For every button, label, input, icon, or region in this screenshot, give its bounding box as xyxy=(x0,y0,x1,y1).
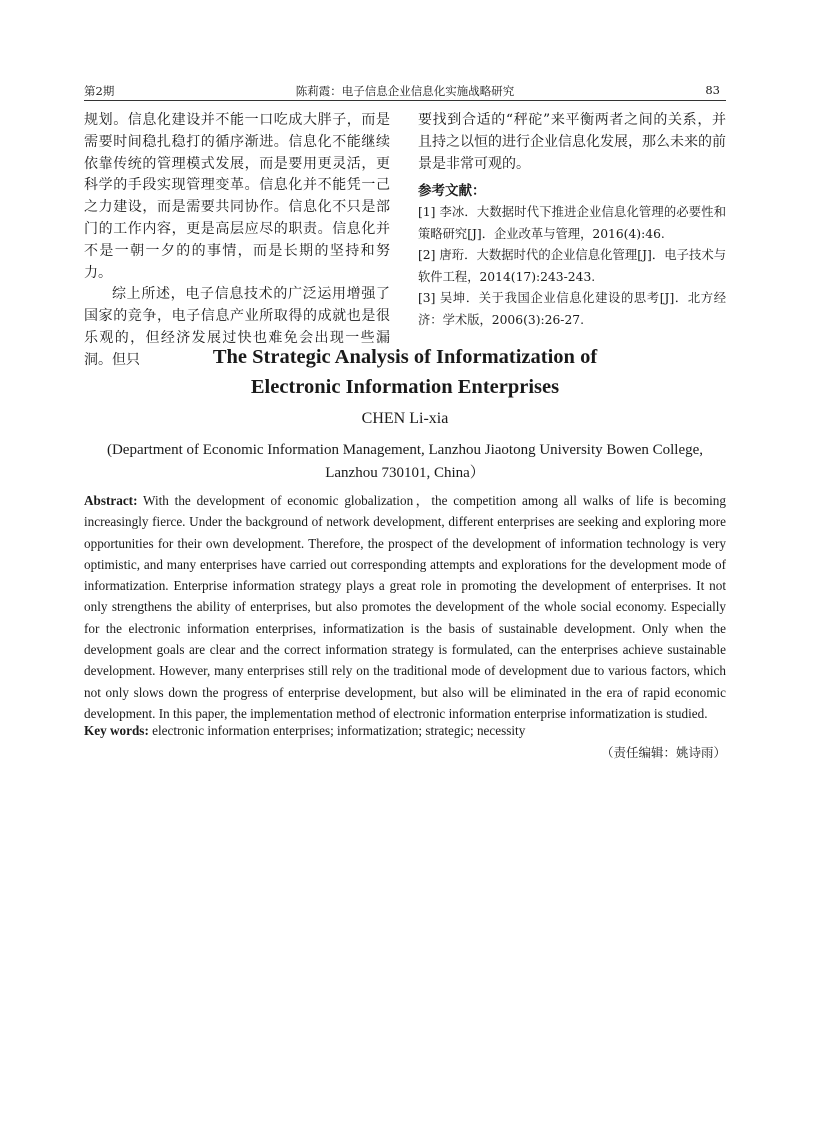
english-title-line: The Strategic Analysis of Informatization of xyxy=(212,346,598,368)
reference-item: [1] 李冰．大数据时代下推进企业信息化管理的必要性和策略研究[J]．企业改革与管理，2016(4):46. xyxy=(418,205,726,241)
abstract-label: Abstract: xyxy=(84,493,138,508)
reference-item: [3] 吴坤．关于我国企业信息化建设的思考[J]．北方经济：学术版，2006(3):26-27. xyxy=(418,291,726,327)
keywords-label: Key words: xyxy=(84,723,149,738)
reference-item: [2] 唐珩．大数据时代的企业信息化管理[J]．电子技术与软件工程，2014(17):243-243. xyxy=(418,248,726,284)
keywords-text: electronic information enterprises; informatization; strategic; necessity xyxy=(152,723,526,738)
abstract-text: With the development of economic globalization，the competition among all walks of life is becoming increasingly fierce. Under the background of network development, different enterprises are seeking and exploring more opportunities for their own development. Therefore, the prospect of the development of information technology is very optimistic, and many enterprises have carried out corresponding attempts and explorations for the development mode of informatization. Enterprise information strategy plays a great role in promoting the development of enterprises. It not only strengthens the ability of enterprises, but also promotes the development of the whole social economy. Especially for the electronic information enterprises, informatization is the basis of sustainable development. Only when the development goals are clear and the correct information strategy is formulated, can the enterprises achieve sustainable development. However, many enterprises still rely on the traditional mode of development due to various factors, which not only slows down the progress of enterprise development, but also will be eliminated in the era of rapid economic development. In this paper, the implementation method of electronic information enterprise informatization is studied. xyxy=(84,493,726,721)
english-author: CHEN Li-xia xyxy=(361,410,449,427)
issue-number: 第2期 xyxy=(84,84,115,98)
body-paragraph: 综上所述，电子信息技术的广泛运用增强了国家的竞争，电子信息产业所取得的成就也是很乐观的，但经济发展过快也难免会出现一些漏洞。但只 xyxy=(84,286,390,368)
editor-note: （责任编辑：姚诗雨） xyxy=(600,745,726,760)
english-keywords xyxy=(84,720,726,741)
affiliation-line: Lanzhou 730101, China） xyxy=(325,465,485,481)
running-title: 陈莉霞：电子信息企业信息化实施战略研究 xyxy=(295,84,515,98)
english-affiliation xyxy=(84,439,726,485)
english-title xyxy=(84,342,726,402)
affiliation-line: (Department of Economic Information Management, Lanzhou Jiaotong University Bowen College, xyxy=(106,442,704,458)
body-paragraph: 规划。信息化建设并不能一口吃成大胖子，而是需要时间稳扎稳打的循序渐进。信息化不能继续依靠传统的管理模式发展，而是要用更灵活，更科学的手段实现管理变革。信息化并不能凭一己之力建设，而是需要共同协作。信息化不只是部门的工作内容，更是高层应尽的职责。信息化并不是一朝一夕的的事情，而是长期的坚持和努力。 xyxy=(84,112,390,281)
english-title-line: Electronic Information Enterprises xyxy=(250,376,560,398)
right-column xyxy=(418,110,726,331)
body-paragraph: 要找到合适的“秤砣”来平衡两者之间的关系，并且持之以恒的进行企业信息化发展，那么未来的前景是非常可观的。 xyxy=(418,112,726,172)
running-header xyxy=(84,82,726,101)
page-number: 83 xyxy=(705,83,720,97)
references-heading: 参考文献： xyxy=(418,183,486,200)
english-abstract xyxy=(84,490,726,724)
left-column xyxy=(84,110,390,372)
